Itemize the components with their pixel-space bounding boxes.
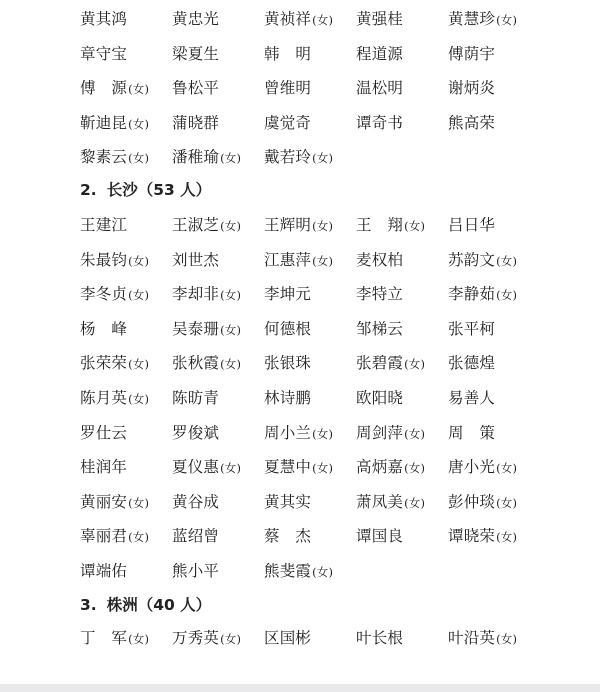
gender-note: (女) — [496, 530, 518, 545]
section-2-name-list — [0, 208, 540, 589]
name-entry — [448, 312, 540, 347]
name-entry — [448, 416, 540, 451]
person-name: 罗俊斌 — [172, 423, 220, 442]
gender-note: (女) — [220, 219, 242, 233]
person-name: 陈月英 — [80, 388, 128, 407]
name-entry — [356, 485, 448, 520]
gender-note: (女) — [404, 219, 426, 233]
name-entry — [172, 485, 264, 520]
name-entry — [80, 2, 172, 37]
name-entry — [448, 381, 540, 416]
name-entry — [264, 140, 356, 175]
gender-note: (女) — [496, 253, 518, 268]
section-heading-changsha — [80, 173, 211, 208]
name-entry — [264, 485, 356, 520]
person-name: 梁夏生 — [172, 44, 220, 63]
person-name: 虞觉奇 — [264, 113, 312, 132]
name-entry — [80, 106, 172, 141]
person-name: 张碧霞 — [356, 354, 404, 373]
name-entry — [356, 381, 448, 416]
person-name: 蓝绍曾 — [172, 527, 220, 546]
name-entry — [264, 312, 356, 347]
name-entry — [80, 621, 172, 656]
gender-note: (女) — [312, 426, 334, 441]
name-entry — [448, 106, 540, 141]
gender-note: (女) — [128, 288, 150, 303]
name-entry — [264, 450, 356, 485]
person-name: 熊小平 — [172, 561, 220, 580]
gender-note: (女) — [496, 495, 518, 510]
name-entry — [172, 71, 264, 106]
name-grid — [80, 2, 540, 175]
person-name: 张银珠 — [264, 354, 312, 373]
person-name: 王淑芝 — [172, 216, 220, 234]
gender-note: (女) — [312, 13, 334, 27]
name-entry — [80, 312, 172, 347]
person-name: 潘稚瑜 — [172, 148, 220, 167]
gender-note: (女) — [312, 151, 334, 166]
gender-note: (女) — [496, 13, 518, 27]
person-name: 谭奇书 — [356, 113, 404, 132]
section-number: 3. — [80, 596, 97, 614]
person-name: 吴泰珊 — [172, 319, 220, 338]
name-entry — [80, 485, 172, 520]
name-entry — [80, 554, 172, 589]
person-name: 谭端佑 — [80, 561, 128, 580]
name-entry — [264, 381, 356, 416]
person-name: 罗仕云 — [80, 423, 128, 442]
name-entry — [356, 519, 448, 554]
person-name: 戴若玲 — [264, 148, 312, 167]
person-name: 区国彬 — [264, 629, 312, 647]
name-entry — [80, 208, 172, 243]
person-name: 黄慧珍 — [448, 10, 496, 28]
person-name: 朱最钧 — [80, 250, 128, 269]
person-name: 桂润年 — [80, 458, 128, 477]
name-entry — [172, 519, 264, 554]
person-name: 李坤元 — [264, 285, 312, 304]
section-title: 株洲（40 人） — [106, 596, 212, 614]
name-entry — [264, 106, 356, 141]
person-name: 靳迪昆 — [80, 113, 128, 132]
section-1-name-list — [0, 2, 540, 175]
person-name: 林诗鹏 — [264, 388, 312, 407]
person-name: 夏仪惠 — [172, 458, 220, 477]
name-entry — [448, 277, 540, 312]
section-number: 2. — [80, 181, 97, 199]
person-name: 张荣荣 — [80, 354, 128, 373]
gender-note: (女) — [128, 253, 150, 268]
name-entry — [448, 71, 540, 106]
page-bottom-edge — [0, 684, 600, 692]
name-entry — [264, 621, 356, 656]
person-name: 李冬贞 — [80, 285, 128, 304]
section-heading-zhuzhou — [80, 588, 211, 623]
person-name: 黎素云 — [80, 148, 128, 167]
person-name: 张德煌 — [448, 354, 496, 373]
person-name: 邹梯云 — [356, 319, 404, 338]
gender-note: (女) — [220, 461, 242, 476]
name-entry — [80, 450, 172, 485]
person-name: 程道源 — [356, 44, 404, 63]
gender-note: (女) — [312, 219, 334, 233]
name-entry — [264, 243, 356, 278]
name-entry — [356, 71, 448, 106]
name-entry — [448, 2, 540, 37]
name-entry — [264, 2, 356, 37]
name-entry — [80, 243, 172, 278]
gender-note: (女) — [404, 426, 426, 441]
person-name: 万秀英 — [172, 629, 220, 647]
name-entry — [172, 554, 264, 589]
gender-note: (女) — [128, 391, 150, 406]
person-name: 黄强桂 — [356, 10, 404, 28]
name-entry — [448, 519, 540, 554]
person-name: 章守宝 — [80, 44, 128, 63]
person-name: 张平柯 — [448, 319, 496, 338]
name-entry — [264, 71, 356, 106]
name-entry — [264, 554, 356, 589]
person-name: 彭仲琰 — [448, 492, 496, 511]
person-name: 江惠萍 — [264, 250, 312, 269]
person-name: 萧凤美 — [356, 492, 404, 511]
name-entry — [356, 2, 448, 37]
name-entry — [264, 37, 356, 72]
name-entry — [356, 621, 448, 656]
name-entry — [356, 450, 448, 485]
name-entry — [80, 381, 172, 416]
gender-note: (女) — [496, 461, 518, 476]
name-entry — [172, 243, 264, 278]
name-entry — [356, 208, 448, 243]
name-entry — [172, 106, 264, 141]
name-entry — [80, 416, 172, 451]
name-entry — [356, 106, 448, 141]
person-name: 叶长根 — [356, 629, 404, 647]
person-name: 黄祯祥 — [264, 10, 312, 28]
name-entry — [172, 312, 264, 347]
person-name: 王辉明 — [264, 216, 312, 234]
person-name: 黄其鸿 — [80, 10, 128, 28]
name-entry — [356, 312, 448, 347]
person-name: 欧阳晓 — [356, 388, 404, 407]
person-name: 谢炳炎 — [448, 79, 496, 98]
gender-note: (女) — [128, 495, 150, 510]
gender-note: (女) — [220, 151, 242, 166]
name-entry — [80, 277, 172, 312]
person-name: 何德根 — [264, 319, 312, 338]
name-entry — [172, 621, 264, 656]
person-name: 周小兰 — [264, 423, 312, 442]
name-entry — [448, 621, 540, 656]
name-entry — [264, 277, 356, 312]
person-name: 唐小光 — [448, 458, 496, 477]
name-entry — [448, 243, 540, 278]
person-name: 丁 军 — [80, 629, 128, 647]
name-entry — [356, 346, 448, 381]
name-entry — [172, 450, 264, 485]
person-name: 王建江 — [80, 216, 128, 234]
person-name: 周 策 — [448, 423, 496, 442]
name-entry — [172, 208, 264, 243]
person-name: 谭国良 — [356, 527, 404, 546]
gender-note: (女) — [220, 357, 242, 372]
person-name: 黄忠光 — [172, 10, 220, 28]
gender-note: (女) — [128, 116, 150, 131]
gender-note: (女) — [312, 253, 334, 268]
person-name: 熊高荣 — [448, 113, 496, 132]
name-entry — [264, 346, 356, 381]
name-entry — [448, 37, 540, 72]
name-entry — [264, 416, 356, 451]
section-title: 长沙（53 人） — [106, 181, 212, 199]
person-name: 李静茹 — [448, 285, 496, 304]
person-name: 麦权柏 — [356, 250, 404, 269]
person-name: 鲁松平 — [172, 79, 220, 98]
section-3-name-list — [0, 621, 540, 656]
gender-note: (女) — [128, 632, 150, 646]
person-name: 苏韵文 — [448, 250, 496, 269]
person-name: 杨 峰 — [80, 319, 128, 338]
gender-note: (女) — [220, 322, 242, 337]
person-name: 黄其实 — [264, 492, 312, 511]
person-name: 傅 源 — [80, 79, 128, 98]
gender-note: (女) — [312, 564, 334, 579]
name-entry — [356, 416, 448, 451]
gender-note: (女) — [404, 461, 426, 476]
person-name: 傅荫宇 — [448, 44, 496, 63]
person-name: 黄谷成 — [172, 492, 220, 511]
name-entry — [264, 519, 356, 554]
person-name: 吕日华 — [448, 216, 496, 234]
gender-note: (女) — [128, 82, 150, 97]
name-entry — [80, 71, 172, 106]
gender-note: (女) — [220, 288, 242, 303]
gender-note: (女) — [496, 632, 518, 646]
name-entry — [172, 381, 264, 416]
name-entry — [172, 37, 264, 72]
person-name: 蒲晓群 — [172, 113, 220, 132]
person-name: 夏慧中 — [264, 458, 312, 477]
name-entry — [356, 243, 448, 278]
person-name: 韩 明 — [264, 44, 312, 63]
person-name: 李却非 — [172, 285, 220, 304]
person-name: 李特立 — [356, 285, 404, 304]
person-name: 叶沿英 — [448, 629, 496, 647]
person-name: 谭晓荣 — [448, 527, 496, 546]
person-name: 王 翔 — [356, 216, 404, 234]
person-name: 熊斐霞 — [264, 561, 312, 580]
name-entry — [356, 277, 448, 312]
name-entry — [448, 208, 540, 243]
person-name: 周剑萍 — [356, 423, 404, 442]
person-name: 易善人 — [448, 388, 496, 407]
name-entry — [80, 140, 172, 175]
gender-note: (女) — [496, 288, 518, 303]
person-name: 刘世杰 — [172, 250, 220, 269]
name-grid — [80, 208, 540, 589]
person-name: 温松明 — [356, 79, 404, 98]
name-entry — [264, 208, 356, 243]
name-entry — [172, 140, 264, 175]
person-name: 曾维明 — [264, 79, 312, 98]
name-entry — [448, 346, 540, 381]
name-entry — [356, 37, 448, 72]
name-entry — [172, 416, 264, 451]
name-entry — [448, 450, 540, 485]
person-name: 黄丽安 — [80, 492, 128, 511]
gender-note: (女) — [404, 495, 426, 510]
name-entry — [172, 2, 264, 37]
gender-note: (女) — [312, 461, 334, 476]
person-name: 陈昉青 — [172, 388, 220, 407]
name-entry — [172, 277, 264, 312]
person-name: 高炳嘉 — [356, 458, 404, 477]
name-entry — [80, 346, 172, 381]
person-name: 张秋霞 — [172, 354, 220, 373]
gender-note: (女) — [404, 357, 426, 372]
gender-note: (女) — [128, 530, 150, 545]
name-entry — [80, 519, 172, 554]
name-entry — [448, 485, 540, 520]
name-entry — [80, 37, 172, 72]
name-grid — [80, 621, 540, 656]
person-name: 蔡 杰 — [264, 527, 312, 546]
name-entry — [172, 346, 264, 381]
gender-note: (女) — [128, 357, 150, 372]
person-name: 辜丽君 — [80, 527, 128, 546]
gender-note: (女) — [220, 632, 242, 646]
gender-note: (女) — [128, 151, 150, 166]
